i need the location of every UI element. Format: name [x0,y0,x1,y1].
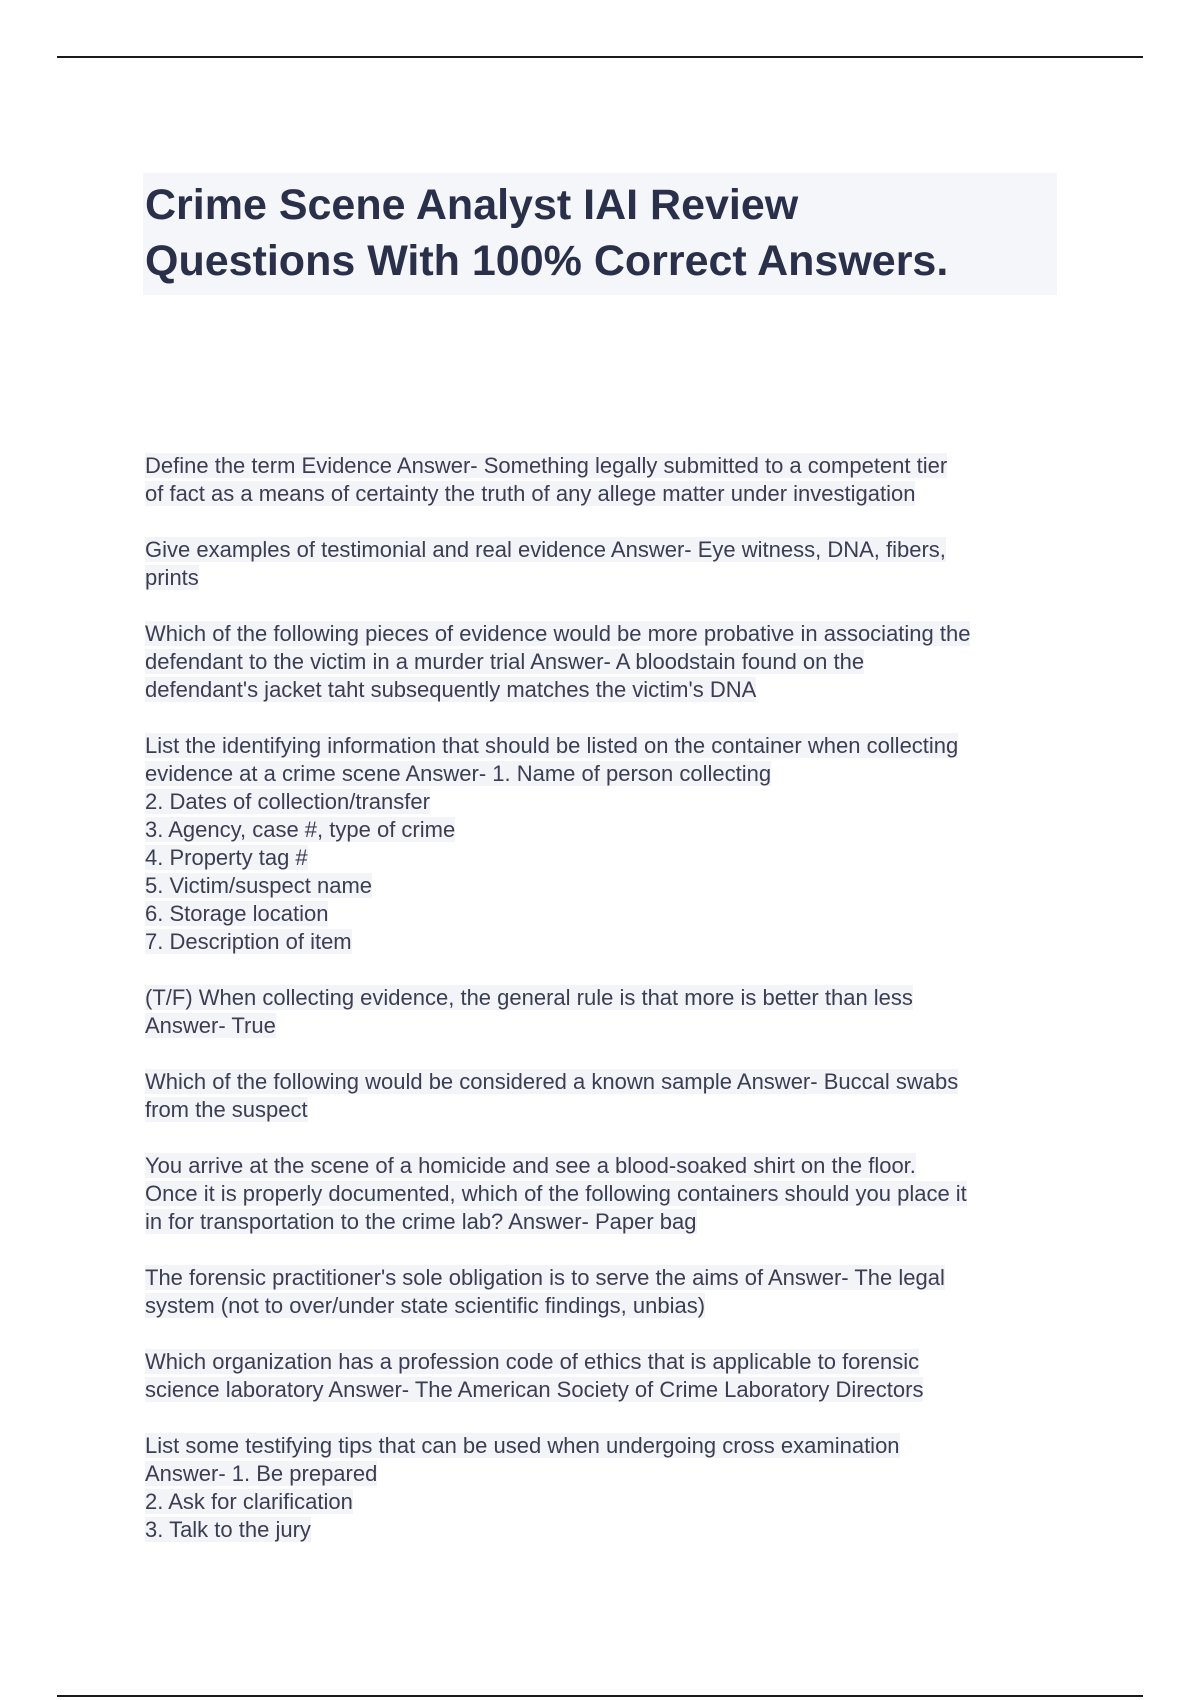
qa-line-text: of fact as a means of certainty the truth of any allege matter under investigation [145,481,916,506]
qa-line-text: You arrive at the scene of a homicide and see a blood-soaked shirt on the floor. [145,1153,916,1178]
qa-line-text: 3. Agency, case #, type of crime [145,817,456,842]
qa-line-text: 7. Description of item [145,929,352,954]
qa-line-text: 2. Ask for clarification [145,1489,353,1514]
qa-item [145,1264,1075,1320]
qa-line [145,872,1075,900]
document-title [143,173,1057,295]
qa-line [145,1096,1075,1124]
qa-line-text: Answer- 1. Be prepared [145,1461,378,1486]
qa-line-text: 4. Property tag # [145,845,308,870]
qa-line-text: The forensic practitioner's sole obligation is to serve the aims of Answer- The legal [145,1265,945,1290]
qa-line [145,1432,1075,1460]
qa-line [145,1264,1075,1292]
qa-line [145,452,1075,480]
qa-line [145,788,1075,816]
qa-line [145,900,1075,928]
qa-line-text: in for transportation to the crime lab? Answer- Paper bag [145,1209,697,1234]
bottom-rule [57,1695,1143,1697]
qa-line-text: Which of the following would be considered a known sample Answer- Buccal swabs [145,1069,959,1094]
qa-line-text: List the identifying information that should be listed on the container when collecting [145,733,959,758]
qa-line [145,984,1075,1012]
qa-line-text: List some testifying tips that can be used when undergoing cross examination [145,1433,900,1458]
qa-line [145,928,1075,956]
qa-line-text: system (not to over/under state scientific findings, unbias) [145,1293,706,1318]
qa-line [145,480,1075,508]
qa-line [145,1180,1075,1208]
qa-line-text: prints [145,565,199,590]
top-rule [57,56,1143,58]
qa-line-text: 3. Talk to the jury [145,1517,311,1542]
qa-line-text: evidence at a crime scene Answer- 1. Name of person collecting [145,761,772,786]
qa-line [145,1460,1075,1488]
title-line-1: Crime Scene Analyst IAI Review [145,181,799,229]
qa-item [145,1068,1075,1124]
qa-line [145,844,1075,872]
qa-line [145,1292,1075,1320]
qa-line-text: Answer- True [145,1013,276,1038]
qa-line [145,1488,1075,1516]
qa-line-text: 2. Dates of collection/transfer [145,789,430,814]
qa-line [145,1152,1075,1180]
qa-line-text: from the suspect [145,1097,308,1122]
qa-item [145,984,1075,1040]
qa-item [145,1348,1075,1404]
qa-line [145,564,1075,592]
qa-line [145,760,1075,788]
qa-line-text: Define the term Evidence Answer- Something legally submitted to a competent tier [145,453,948,478]
qa-line [145,676,1075,704]
qa-line [145,1516,1075,1544]
qa-item [145,452,1075,508]
qa-line-text: Once it is properly documented, which of the following containers should you place it [145,1181,967,1206]
qa-line [145,816,1075,844]
qa-line [145,1068,1075,1096]
qa-item [145,1432,1075,1544]
qa-line-text: defendant's jacket taht subsequently matches the victim's DNA [145,677,757,702]
qa-line-text: Which organization has a profession code of ethics that is applicable to forensic [145,1349,920,1374]
qa-item [145,536,1075,592]
qa-line-text: defendant to the victim in a murder trial Answer- A bloodstain found on the [145,649,865,674]
qa-line [145,1376,1075,1404]
qa-line-text: Give examples of testimonial and real evidence Answer- Eye witness, DNA, fibers, [145,537,946,562]
title-line-2: Questions With 100% Correct Answers. [145,237,949,285]
qa-line [145,1208,1075,1236]
qa-line-text: 6. Storage location [145,901,329,926]
qa-line [145,536,1075,564]
qa-line-text: (T/F) When collecting evidence, the general rule is that more is better than less [145,985,913,1010]
qa-item [145,620,1075,704]
qa-line-text: science laboratory Answer- The American Society of Crime Laboratory Directors [145,1377,924,1402]
qa-list [145,452,1075,1572]
qa-line [145,648,1075,676]
qa-line [145,620,1075,648]
qa-item [145,732,1075,956]
qa-line [145,732,1075,760]
qa-line [145,1012,1075,1040]
qa-line-text: 5. Victim/suspect name [145,873,373,898]
qa-line-text: Which of the following pieces of evidence would be more probative in associating the [145,621,971,646]
qa-item [145,1152,1075,1236]
qa-line [145,1348,1075,1376]
